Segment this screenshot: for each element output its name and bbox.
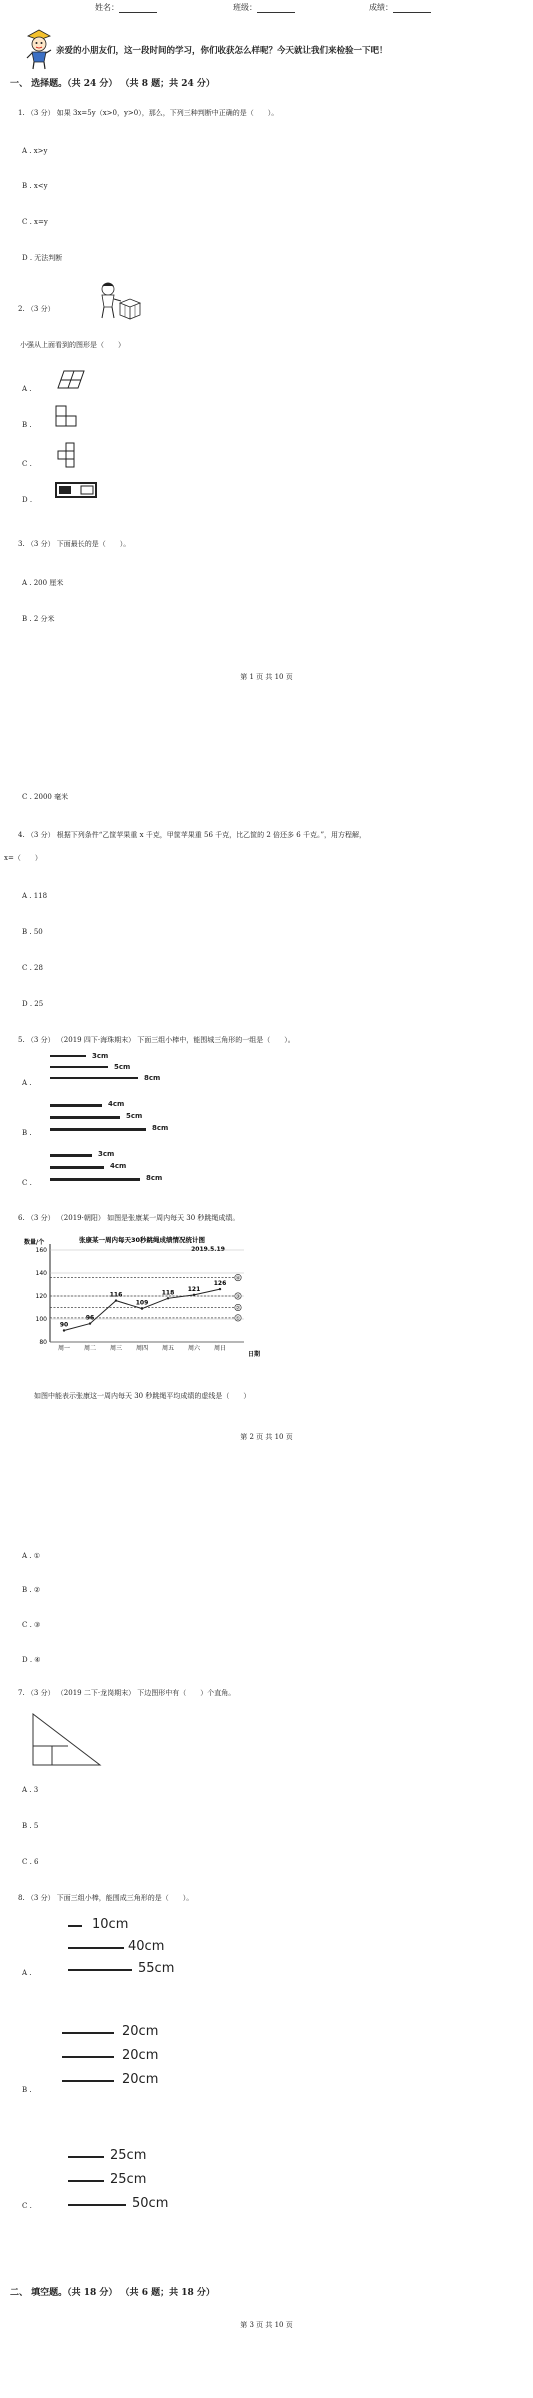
stick: [50, 1128, 146, 1131]
stick: [50, 1178, 140, 1181]
section1-title: 一、 选择题。（共 24 分） （共 8 题；共 24 分）: [10, 79, 215, 89]
stick-label: 25cm: [110, 2172, 147, 2187]
q1-option-d[interactable]: D . 无法判断: [22, 254, 63, 262]
y-tick-label: 140: [35, 1270, 47, 1277]
q8-stem: 8. （3 分） 下面三组小棒，能围成三角形的是（ ）。: [18, 1894, 194, 1902]
q1-option-b[interactable]: B . x<y: [22, 182, 48, 190]
stick-label: 20cm: [122, 2072, 159, 2087]
class-label: 班级：: [233, 3, 257, 12]
right-angle-figure: [30, 1712, 106, 1768]
q2-option-b-shape: [55, 405, 77, 427]
name-label: 姓名：: [95, 3, 119, 12]
q4-option-d[interactable]: D . 25: [22, 1000, 44, 1008]
data-point: [193, 1294, 195, 1296]
q3-stem: 3. （3 分） 下面最长的是（ ）。: [18, 540, 131, 548]
q2-option-a[interactable]: A .: [22, 385, 32, 393]
class-field: [233, 3, 295, 13]
stick-label: 20cm: [122, 2024, 159, 2039]
y-tick-label: 120: [35, 1293, 47, 1300]
score-label: 成绩：: [369, 3, 393, 12]
q4-stem-2: x=（ ）: [4, 854, 42, 862]
stick: [68, 1969, 132, 1971]
jump-rope-line-chart: [22, 1232, 274, 1362]
stick-label: 3cm: [98, 1150, 115, 1158]
q1-option-a[interactable]: A . x>y: [22, 147, 48, 155]
name-field: [95, 3, 157, 13]
intro-text: 亲爱的小朋友们，这一段时间的学习，你们收获怎么样呢？今天就让我们来检验一下吧！: [56, 46, 388, 56]
data-label: 126: [213, 1280, 227, 1288]
q2-text: 小强从上面看到的图形是（ ）: [20, 341, 125, 349]
class-blank[interactable]: [257, 4, 295, 13]
score-field: [369, 3, 431, 13]
page-footer-2: 第 2 页 共 10 页: [240, 1433, 293, 1441]
stick-label: 20cm: [122, 2048, 159, 2063]
q8-option-a-sticks: [58, 1915, 188, 1975]
q2-option-a-shape: [56, 370, 86, 390]
stick-label: 3cm: [92, 1052, 109, 1060]
data-point: [141, 1307, 143, 1309]
q3-option-c[interactable]: C . 2000 毫米: [22, 793, 69, 801]
stick: [68, 1947, 124, 1949]
x-tick-label: 周日: [213, 1345, 227, 1352]
q5-option-b[interactable]: B .: [22, 1129, 32, 1137]
q7-stem: 7. （3 分） （2019 二下·龙岗期末） 下边图形中有（ ）个直角。: [18, 1689, 236, 1697]
q1-option-c[interactable]: C . x=y: [22, 218, 48, 226]
data-point: [167, 1297, 169, 1299]
chart-series: [60, 1280, 226, 1332]
chart-subtitle: 2019.5.19: [191, 1246, 225, 1253]
q8-option-b[interactable]: B .: [22, 2086, 32, 2094]
q2-option-c[interactable]: C .: [22, 460, 32, 468]
stick-label: 4cm: [110, 1162, 127, 1170]
data-point: [89, 1322, 91, 1324]
x-tick-label: 周四: [135, 1345, 149, 1352]
page-footer-3: 第 3 页 共 10 页: [240, 2321, 293, 2329]
data-label: 116: [109, 1291, 123, 1299]
stick: [50, 1154, 92, 1157]
data-point: [219, 1288, 221, 1290]
q4-option-b[interactable]: B . 50: [22, 928, 43, 936]
q4-stem: 4. （3 分） 根据下列条件“乙筐苹果重 x 千克，甲筐苹果重 56 千克，比乙筐的 2 倍还多 6 千克。”，用方程解，: [18, 831, 367, 839]
stick: [50, 1055, 86, 1057]
stick: [62, 2056, 114, 2058]
stick-label: 55cm: [138, 1961, 175, 1976]
q2-option-d-shape: [55, 481, 97, 501]
q8-option-c-sticks: [58, 2144, 188, 2210]
q7-option-b[interactable]: B . 5: [22, 1822, 39, 1830]
q2-stem: 2. （3 分）: [18, 305, 55, 313]
chart-reference-lines: [50, 1274, 241, 1321]
stick: [68, 2204, 126, 2206]
stick-label: 40cm: [128, 1939, 165, 1954]
q8-option-c[interactable]: C .: [22, 2202, 32, 2210]
q1-stem: 1. （3 分） 如果 3x=5y（x>0，y>0），那么，下列三种判断中正确的是（ ）。: [18, 109, 279, 117]
q6-text: 如图中能表示张康这一周内每天 30 秒跳绳平均成绩的虚线是（ ）: [34, 1392, 251, 1400]
q5-stem: 5. （3 分） （2019 四下·海珠期末） 下面三组小棒中，能围城三角形的一组是（ ）。: [18, 1036, 295, 1044]
data-label: 96: [85, 1314, 95, 1322]
stick-label: 50cm: [132, 2196, 169, 2211]
q6-option-b[interactable]: B . ②: [22, 1586, 41, 1594]
reference-line-label: ④: [235, 1275, 241, 1282]
q5-option-c-sticks: [50, 1150, 190, 1190]
stick: [50, 1116, 120, 1119]
data-label: 109: [135, 1299, 149, 1307]
q6-option-c[interactable]: C . ③: [22, 1621, 41, 1629]
q7-option-c[interactable]: C . 6: [22, 1858, 39, 1866]
reference-line-label: ③: [235, 1294, 241, 1300]
q5-option-b-sticks: [50, 1100, 190, 1140]
q4-option-c[interactable]: C . 28: [22, 964, 43, 972]
q3-option-a[interactable]: A . 200 厘米: [22, 579, 64, 587]
chart-axes: [50, 1244, 244, 1342]
x-tick-label: 周五: [161, 1345, 175, 1352]
reference-line-label: ①: [235, 1315, 241, 1322]
data-label: 118: [161, 1289, 175, 1297]
q6-option-a[interactable]: A . ①: [22, 1552, 41, 1560]
data-point: [115, 1299, 117, 1301]
stick-label: 25cm: [110, 2148, 147, 2163]
data-label: 90: [59, 1321, 69, 1329]
q5-option-a[interactable]: A .: [22, 1079, 32, 1087]
stick: [68, 1925, 82, 1927]
chart-title: 张康某一周内每天30秒跳绳成绩情况统计图: [78, 1236, 206, 1244]
stick: [50, 1166, 104, 1169]
y-tick-label: 160: [35, 1247, 47, 1254]
reference-line-label: ②: [235, 1305, 241, 1312]
q6-option-d[interactable]: D . ④: [22, 1656, 41, 1664]
q5-option-c[interactable]: C .: [22, 1179, 32, 1187]
x-tick-label: 周三: [109, 1345, 123, 1352]
q8-option-a[interactable]: A .: [22, 1969, 32, 1977]
stick-label: 8cm: [144, 1074, 161, 1082]
stick: [68, 2180, 104, 2182]
q7-option-a[interactable]: A . 3: [22, 1786, 39, 1794]
data-label: 121: [187, 1285, 201, 1293]
x-tick-label: 周二: [83, 1345, 97, 1352]
chart-x-label: 日期: [248, 1351, 261, 1358]
stick: [50, 1104, 102, 1107]
q2-option-c-shape: [55, 442, 77, 468]
chart-y-label: 数量/个: [24, 1239, 45, 1246]
stick-label: 8cm: [152, 1124, 169, 1132]
stick: [62, 2080, 114, 2082]
stick: [50, 1077, 138, 1079]
q6-stem: 6. （3 分） （2019·朝阳） 如图是张康某一周内每天 30 秒跳绳成绩。: [18, 1214, 240, 1222]
y-tick-label: 100: [35, 1316, 47, 1323]
q3-option-b[interactable]: B . 2 分米: [22, 615, 55, 623]
stick-label: 8cm: [146, 1174, 163, 1182]
cartoon-kid-icon: [22, 28, 56, 70]
stick-label: 5cm: [126, 1112, 143, 1120]
q5-option-a-sticks: [50, 1052, 190, 1088]
q8-option-b-sticks: [58, 2020, 188, 2087]
stick: [68, 2156, 104, 2158]
stick: [50, 1066, 108, 1068]
q2-option-d[interactable]: D .: [22, 496, 33, 504]
score-blank[interactable]: [393, 4, 431, 13]
stick-label: 4cm: [108, 1100, 125, 1108]
stick: [62, 2032, 114, 2034]
section2-title: 二、 填空题。（共 18 分） （共 6 题；共 18 分）: [10, 2288, 215, 2298]
boy-viewing-blocks-icon: [94, 281, 142, 321]
chart-ticks: [36, 1247, 226, 1352]
x-tick-label: 周一: [57, 1345, 71, 1352]
q2-option-b[interactable]: B .: [22, 421, 32, 429]
stick-label: 10cm: [92, 1917, 129, 1932]
name-blank[interactable]: [119, 4, 157, 13]
q4-option-a[interactable]: A . 118: [22, 892, 48, 900]
page-footer-1: 第 1 页 共 10 页: [240, 673, 293, 681]
data-point: [63, 1329, 65, 1331]
x-tick-label: 周六: [187, 1345, 201, 1352]
stick-label: 5cm: [114, 1063, 131, 1071]
y-tick-label: 80: [39, 1339, 47, 1346]
